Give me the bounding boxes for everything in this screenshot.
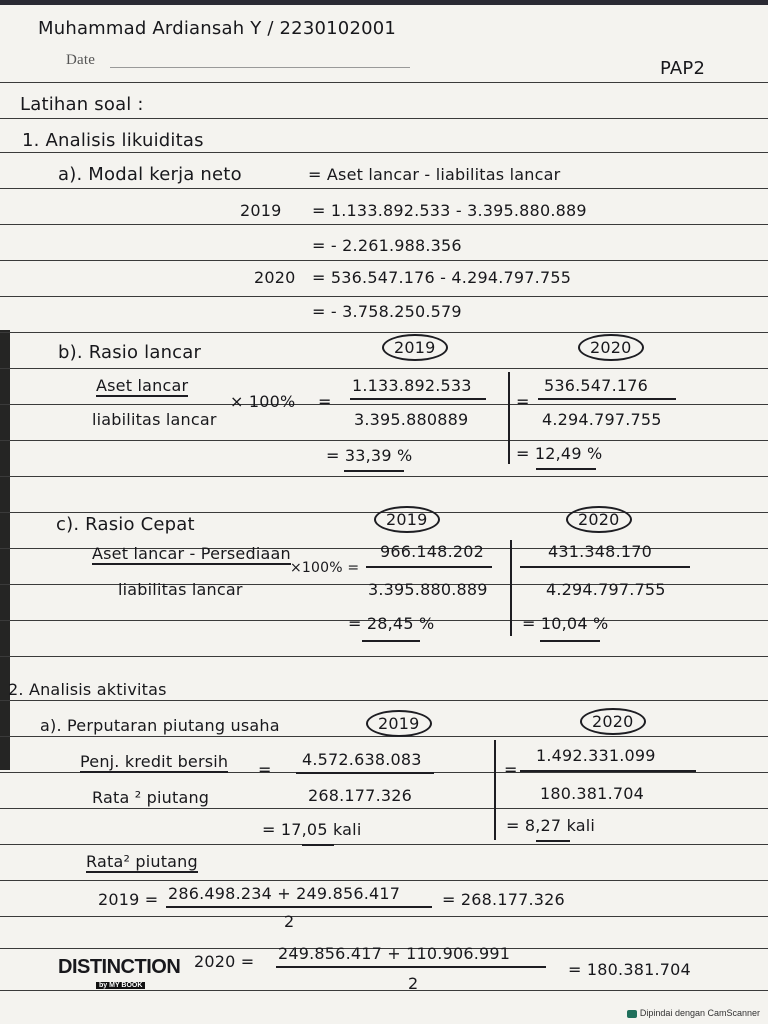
s1-a-formula: = Aset lancar - liabilitas lancar xyxy=(308,165,561,184)
s1-title: 1. Analisis likuiditas xyxy=(22,130,204,151)
ruled-line xyxy=(0,736,768,737)
ruled-line xyxy=(0,844,768,845)
s1-c-2019-result-underline xyxy=(362,640,420,642)
s1-b-eq: = xyxy=(318,392,332,411)
notebook-brand-sub: by MY BOOK xyxy=(96,982,145,989)
s2-avg2020-den: 2 xyxy=(408,974,419,993)
s1-a-2019-result: = - 2.261.988.356 xyxy=(312,236,462,255)
s2-a-title: a). Perputaran piutang usaha xyxy=(40,716,280,735)
student-name-id: Muhammad Ardiansah Y / 2230102001 xyxy=(38,18,397,39)
s1-b-2020-fraction-bar xyxy=(538,398,676,400)
ruled-line xyxy=(0,224,768,225)
s1-c-2020-fraction-bar xyxy=(520,566,690,568)
s1-b-year-2020: 2020 xyxy=(578,334,644,361)
s1-b-2019-result-underline xyxy=(344,470,404,472)
s2-num-label: Penj. kredit bersih xyxy=(80,752,229,771)
s1-a-2020-label: 2020 xyxy=(254,268,296,287)
notebook-brand-logo: DISTINCTION xyxy=(58,956,181,978)
ruled-line xyxy=(0,476,768,477)
ruled-line xyxy=(0,404,768,405)
s1-c-num-label: Aset lancar - Persediaan xyxy=(92,544,291,563)
ruled-line xyxy=(0,368,768,369)
s2-avg2020-fraction-bar xyxy=(276,966,546,968)
s1-c-2020-den: 4.294.797.755 xyxy=(546,580,666,599)
s1-a-title: a). Modal kerja neto xyxy=(58,164,242,185)
ruled-line xyxy=(0,82,768,83)
ruled-line xyxy=(0,152,768,153)
s2-2020-fraction-bar xyxy=(520,770,696,772)
s2-avg2020-label: 2020 = xyxy=(194,952,255,971)
camscanner-icon xyxy=(627,1010,637,1018)
s1-b-2020-eq: = xyxy=(516,392,530,411)
s1-b-column-divider xyxy=(508,372,510,464)
s1-c-year-2020: 2020 xyxy=(566,506,632,533)
s2-a-year-2019: 2019 xyxy=(366,710,432,737)
s2-avg2019-label: 2019 = xyxy=(98,890,159,909)
s2-avg2020-num: 249.856.417 + 110.906.991 xyxy=(278,944,511,963)
s2-avg2019-den: 2 xyxy=(284,912,295,931)
s1-c-title: c). Rasio Cepat xyxy=(56,514,195,535)
camscanner-text: Dipindai dengan CamScanner xyxy=(639,1008,760,1018)
s1-b-2020-num: 536.547.176 xyxy=(544,376,648,395)
s1-a-2020-result: = - 3.758.250.579 xyxy=(312,302,462,321)
s1-b-title: b). Rasio lancar xyxy=(58,342,202,363)
s1-b-mult: × 100% xyxy=(230,392,296,411)
camscanner-watermark xyxy=(627,1008,760,1018)
s1-b-2020-den: 4.294.797.755 xyxy=(542,410,662,429)
ruled-line xyxy=(0,332,768,333)
ruled-line xyxy=(0,188,768,189)
s1-b-2020-result-underline xyxy=(536,468,596,470)
s1-c-2019-fraction-bar xyxy=(366,566,492,568)
s1-c-2020-result-underline xyxy=(540,640,600,642)
ruled-line xyxy=(0,118,768,119)
s2-2019-result-underline xyxy=(302,844,334,846)
ruled-line xyxy=(0,880,768,881)
s2-a-year-2020: 2020 xyxy=(580,708,646,735)
s1-b-num-label: Aset lancar xyxy=(96,376,189,395)
s1-a-2019-expr: = 1.133.892.533 - 3.395.880.889 xyxy=(312,201,587,220)
s2-title: 2. Analisis aktivitas xyxy=(8,680,167,699)
ruled-line xyxy=(0,700,768,701)
s2-2019-num: 4.572.638.083 xyxy=(302,750,422,769)
s2-avg2020-result: = 180.381.704 xyxy=(568,960,691,979)
ruled-line xyxy=(0,296,768,297)
ruled-line xyxy=(0,656,768,657)
s1-b-2019-fraction-bar xyxy=(350,398,486,400)
s2-2019-den: 268.177.326 xyxy=(308,786,412,805)
s1-b-2019-den: 3.395.880889 xyxy=(354,410,469,429)
s2-2020-num: 1.492.331.099 xyxy=(536,746,656,765)
s2-den-label: Rata ² piutang xyxy=(92,788,210,807)
date-underline xyxy=(110,67,410,68)
s1-c-2019-result: = 28,45 % xyxy=(348,614,435,633)
ruled-line xyxy=(0,808,768,809)
page-code: PAP2 xyxy=(660,58,706,79)
s2-eq: = xyxy=(258,760,272,779)
ruled-line xyxy=(0,990,768,991)
s2-avg2019-result: = 268.177.326 xyxy=(442,890,565,909)
s2-avg2019-num: 286.498.234 + 249.856.417 xyxy=(168,884,401,903)
s1-b-den-label: liabilitas lancar xyxy=(92,410,217,429)
ruled-line xyxy=(0,440,768,441)
s1-a-2020-expr: = 536.547.176 - 4.294.797.755 xyxy=(312,268,572,287)
s1-c-mult: ×100% = xyxy=(290,560,360,576)
s1-a-2019-label: 2019 xyxy=(240,201,282,220)
left-edge-shadow xyxy=(0,330,10,770)
s2-2020-result: = 8,27 kali xyxy=(506,816,596,835)
s1-c-2020-result: = 10,04 % xyxy=(522,614,609,633)
ruled-line xyxy=(0,916,768,917)
s2-column-divider xyxy=(494,740,496,840)
ruled-line xyxy=(0,260,768,261)
s2-2020-den: 180.381.704 xyxy=(540,784,644,803)
s1-c-year-2019: 2019 xyxy=(374,506,440,533)
s1-c-2020-num: 431.348.170 xyxy=(548,542,652,561)
s2-2019-result: = 17,05 kali xyxy=(262,820,362,839)
s1-c-2019-den: 3.395.880.889 xyxy=(368,580,488,599)
s2-2020-eq: = xyxy=(504,760,518,779)
s2-avg2019-fraction-bar xyxy=(166,906,432,908)
s1-b-2020-result: = 12,49 % xyxy=(516,444,603,463)
s2-2020-result-underline xyxy=(536,840,570,842)
s2-avg-title: Rata² piutang xyxy=(86,852,198,871)
s1-b-2019-num: 1.133.892.533 xyxy=(352,376,472,395)
s2-2019-fraction-bar xyxy=(296,772,434,774)
s1-c-column-divider xyxy=(510,540,512,636)
s1-b-year-2019: 2019 xyxy=(382,334,448,361)
s1-c-den-label: liabilitas lancar xyxy=(118,580,243,599)
date-label: Date xyxy=(66,52,96,68)
s1-c-2019-num: 966.148.202 xyxy=(380,542,484,561)
section-title: Latihan soal : xyxy=(20,94,144,115)
s1-b-2019-result: = 33,39 % xyxy=(326,446,413,465)
top-edge xyxy=(0,0,768,5)
